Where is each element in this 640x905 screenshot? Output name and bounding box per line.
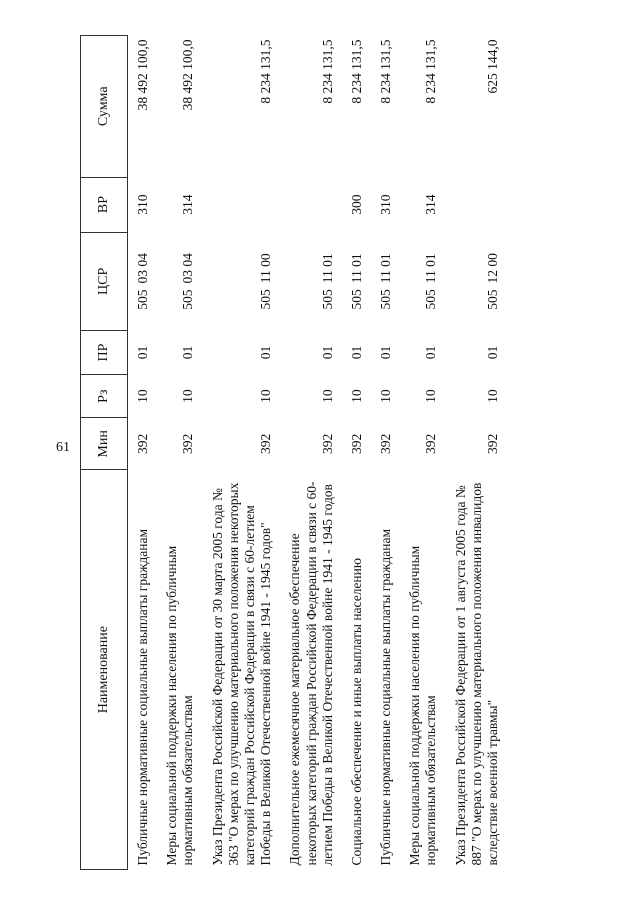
row-rz: 10 <box>485 389 500 403</box>
row-pr: 01 <box>485 345 500 360</box>
row-pr: 01 <box>258 345 274 360</box>
row-pr: 01 <box>423 345 439 360</box>
row-min: 392 <box>319 433 335 454</box>
row-rz: 10 <box>348 389 364 403</box>
row-csr <box>280 232 342 331</box>
header-name: Наименование <box>81 470 128 870</box>
row-min: 392 <box>378 433 394 454</box>
row-csr <box>446 232 508 331</box>
row-pr: 01 <box>348 345 364 360</box>
table-row <box>400 36 445 870</box>
row-csr-item: 12 00 <box>485 253 500 284</box>
row-name: Указ Президента Российской Федерации от 1 августа 2005 года № 887 "О мерах по улучшению материального положения инвалидов вследствие военной травмы" <box>452 482 500 866</box>
row-vr: 310 <box>135 194 150 215</box>
row-csr-program: 505 <box>135 289 150 310</box>
row-vr: 300 <box>348 194 364 215</box>
rotated-page-content <box>80 35 560 870</box>
row-pr: 01 <box>319 345 335 360</box>
row-name: Дополнительное ежемесячное материальное обеспечение некоторых категорий граждан Российской Федерации в связи с 60-летием Победы в Великой Отечественной войне 1941 - 1945 годов <box>287 481 335 866</box>
header-csr: ЦСР <box>81 232 128 331</box>
row-csr-item: 11 00 <box>258 253 274 284</box>
row-csr-program: 505 <box>258 289 274 310</box>
row-vr: 310 <box>378 194 394 215</box>
table-header-row <box>81 36 128 870</box>
row-csr-item: 11 01 <box>348 253 364 284</box>
row-csr-program: 505 <box>319 289 335 310</box>
row-sum: 8 234 131,5 <box>258 39 274 104</box>
table-row <box>446 36 508 870</box>
header-rz: Рз <box>81 374 128 417</box>
row-sum: 8 234 131,5 <box>319 39 335 104</box>
row-pr: 01 <box>135 345 150 360</box>
row-vr <box>280 177 342 232</box>
row-csr-item: 03 04 <box>180 253 196 284</box>
row-name: Указ Президента Российской Федерации от 30 марта 2005 года № 363 "О мерах по улучшению материального положения некоторых категорий граждан Российской Федерации в связи с 60-летием Победы в Великой Отечественной войне 1941 - 1945 годов" <box>209 482 274 866</box>
header-sum: Сумма <box>81 36 128 178</box>
row-name: Социальное обеспечение и иные выплаты населению <box>348 558 364 866</box>
row-vr <box>203 177 281 232</box>
row-csr <box>371 232 400 331</box>
row-rz: 10 <box>423 389 439 403</box>
row-csr-item: 11 01 <box>378 253 394 284</box>
row-vr: 314 <box>423 194 439 215</box>
row-rz: 10 <box>258 389 274 403</box>
table-row <box>371 36 400 870</box>
page-number: 61 <box>56 440 70 455</box>
table-row <box>203 36 281 870</box>
row-pr: 01 <box>378 345 394 360</box>
row-min: 392 <box>180 433 196 454</box>
row-min: 392 <box>485 433 500 454</box>
row-min: 392 <box>135 433 150 454</box>
row-csr-program: 505 <box>348 289 364 310</box>
row-csr-item: 11 01 <box>423 253 439 284</box>
row-csr <box>400 232 445 331</box>
table-row <box>157 36 202 870</box>
row-pr: 01 <box>180 345 196 360</box>
row-rz: 10 <box>319 389 335 403</box>
row-sum: 38 492 100,0 <box>180 39 196 111</box>
row-min: 392 <box>423 433 439 454</box>
table-row <box>342 36 371 870</box>
budget-table <box>80 35 507 870</box>
row-csr <box>203 232 281 331</box>
row-csr-program: 505 <box>180 289 196 310</box>
row-rz: 10 <box>378 389 394 403</box>
row-sum: 8 234 131,5 <box>378 39 394 104</box>
row-csr-item: 11 01 <box>319 253 335 284</box>
row-csr-program: 505 <box>378 289 394 310</box>
row-csr <box>342 232 371 331</box>
row-rz: 10 <box>180 389 196 403</box>
row-vr: 314 <box>180 194 196 215</box>
table-row <box>128 36 158 870</box>
row-csr <box>157 232 202 331</box>
row-rz: 10 <box>135 389 150 403</box>
header-min: Мин <box>81 418 128 470</box>
row-min: 392 <box>258 433 274 454</box>
row-name: Публичные нормативные социальные выплаты гражданам <box>378 528 394 866</box>
row-sum: 625 144,0 <box>485 39 500 94</box>
header-pr: ПР <box>81 331 128 375</box>
row-name: Меры социальной поддержки населения по публичным нормативным обязательствам <box>164 545 196 866</box>
row-csr-item: 03 04 <box>135 253 150 284</box>
row-csr-program: 505 <box>485 289 500 310</box>
row-sum: 38 492 100,0 <box>135 39 150 111</box>
table-row <box>280 36 342 870</box>
header-vr: ВР <box>81 177 128 232</box>
row-csr <box>128 232 158 331</box>
row-min: 392 <box>348 433 364 454</box>
row-sum: 8 234 131,5 <box>348 39 364 104</box>
row-vr <box>446 177 508 232</box>
row-name: Публичные нормативные социальные выплаты гражданам <box>135 528 150 866</box>
row-sum: 8 234 131,5 <box>423 39 439 104</box>
row-csr-program: 505 <box>423 289 439 310</box>
row-name: Меры социальной поддержки населения по публичным нормативным обязательствам <box>407 545 439 866</box>
